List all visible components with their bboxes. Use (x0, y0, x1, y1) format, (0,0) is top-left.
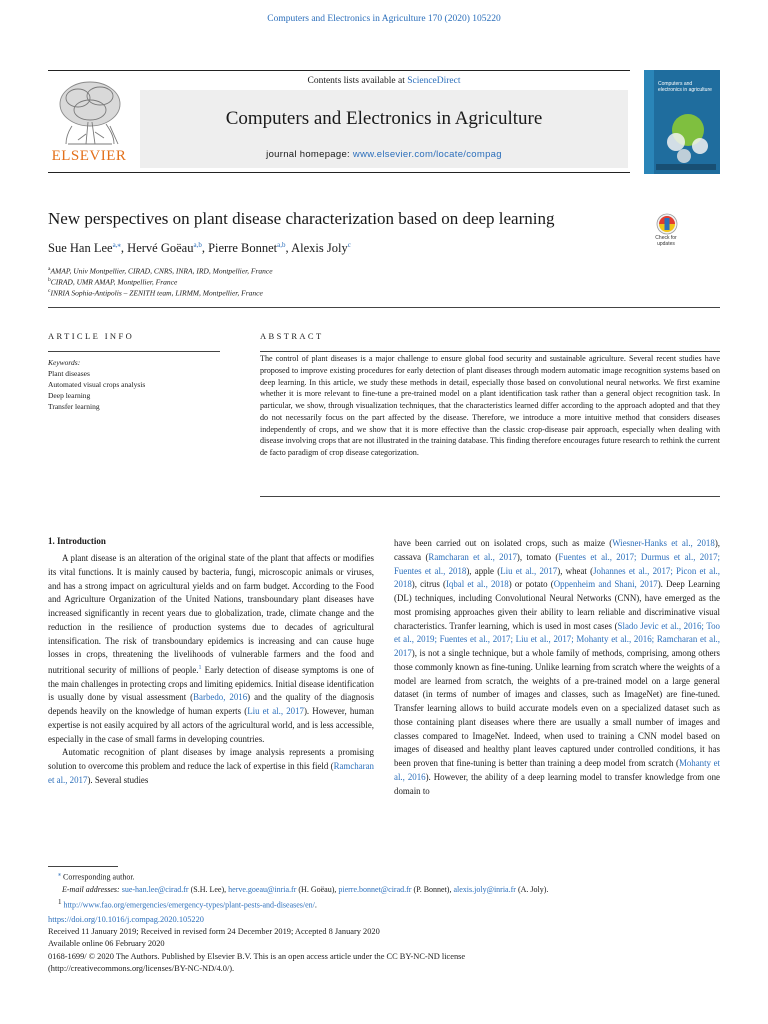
author-affiliation-mark[interactable]: c (347, 241, 351, 249)
journal-cover-image[interactable] (644, 70, 720, 174)
elsevier-wordmark: ELSEVIER (51, 148, 127, 164)
homepage-prefix: journal homepage: (266, 149, 353, 160)
author-separator: , (285, 241, 292, 256)
author-affiliation-mark[interactable]: a,b (277, 241, 286, 249)
cover-title: Computers and electronics in agriculture (658, 81, 712, 93)
publication-info (48, 914, 728, 975)
email-link[interactable]: alexis.joly@inria.fr (453, 884, 516, 894)
text-run: ), wheat ( (557, 565, 594, 576)
citation-link[interactable]: Liu et al., 2017 (247, 706, 304, 717)
affiliation-b (48, 277, 177, 287)
received-dates: Received 11 January 2019; Received in revised form 24 December 2019; Accepted 8 January 2020 (48, 927, 380, 937)
affiliation-text: AMAP, Univ Montpellier, CIRAD, CNRS, INRA, IRD, Montpellier, France (50, 266, 273, 276)
text-run: ), tomato ( (516, 551, 559, 562)
text-run: ). Deep Learning (DL) techniques, including Convolutional Neural Networks (CNN), have emerged as the most promising approaches given their ability to learn reliable and discriminative visual characteristics. Tranfer learning, which is used in most cases ( (394, 579, 721, 631)
citation-link[interactable]: Fuentes et al., 2017; Durmus et al., 2017; Fuentes et al., 2018 (394, 551, 720, 576)
article-info-rule (48, 351, 220, 352)
footnote-mark: 1 (58, 897, 62, 906)
text-run: ). However, the ability of a deep learning model to transfer knowledge from one domain to (394, 771, 720, 796)
footnote-rule (48, 866, 118, 867)
email-owner: (H. Goëau), (296, 884, 339, 894)
email-owner: (S.H. Lee), (188, 884, 229, 894)
affiliation-text: CIRAD, UMR AMAP, Montpellier, France (50, 277, 178, 287)
corresponding-author-note (48, 869, 728, 884)
email-link[interactable]: sue-han.lee@cirad.fr (121, 884, 189, 894)
journal-homepage-link[interactable]: www.elsevier.com/locate/compag (352, 149, 502, 160)
check-for-updates-label: Check for updates (655, 235, 677, 247)
journal-reference-link[interactable]: Computers and Electronics in Agriculture 170 (2020) 105220 (267, 14, 501, 24)
license-url: (http://creativecommons.org/licenses/BY-NC-ND/4.0/). (48, 963, 235, 973)
citation-link[interactable]: Ramcharan et al., 2017 (428, 551, 517, 562)
masthead-bottom-rule (48, 172, 630, 173)
journal-title: Computers and Electronics in Agriculture (225, 108, 543, 129)
author-affiliation-mark[interactable]: a,b (193, 241, 202, 249)
introduction-heading: 1. Introduction (48, 536, 106, 546)
email-owner: (P. Bonnet), (411, 884, 454, 894)
available-online-date: Available online 06 February 2020 (48, 939, 165, 949)
citation-link[interactable]: Iqbal et al., 2018 (445, 579, 509, 590)
citation-link[interactable]: Liu et al., 2017 (500, 565, 558, 576)
sciencedirect-link[interactable]: ScienceDirect (407, 76, 461, 86)
keywords-block (48, 357, 218, 412)
check-for-updates-icon[interactable] (648, 212, 686, 256)
text-run: ). However, human expertise is not easily acquired by all actors of the agricultural world, and is less accessible, especially in the case of small farms in developing countries. (48, 706, 374, 744)
author-name[interactable]: Sue Han Lee (48, 241, 113, 256)
affiliation-text: INRIA Sophia-Antipolis – ZENITH team, LIRMM, Montpellier, France (50, 288, 263, 298)
text-run: ) or potato ( (508, 579, 554, 590)
email-link[interactable]: pierre.bonnet@cirad.fr (338, 884, 412, 894)
citation-link[interactable]: Oppenheim and Shani, 2017 (553, 579, 658, 590)
footnote-1 (48, 896, 728, 912)
affiliation-mark: a (48, 266, 51, 272)
author-separator: , (120, 241, 128, 256)
author-name[interactable]: Hervé Goëau (127, 241, 194, 256)
keywords-label: Keywords: (48, 358, 81, 367)
body-column-left (48, 552, 374, 788)
fao-link[interactable]: http://www.fao.org/emergencies/emergency-types/plant-pests-and-diseases/en/ (63, 900, 315, 910)
keyword-item: Plant diseases (48, 369, 90, 378)
intro-paragraph-2 (48, 746, 374, 787)
citation-link[interactable]: Johannes et al., 2017; Picon et al., 2018 (394, 565, 720, 590)
keyword-item: Transfer learning (48, 402, 100, 411)
doi-link[interactable]: https://doi.org/10.1016/j.compag.2020.105220 (48, 915, 204, 924)
article-info-heading: ARTICLE INFO (48, 331, 135, 341)
text-run: Automatic recognition of plant diseases by image analysis represents a promising solution to overcome this problem and reduce the lack of expertise in this field ( (48, 747, 374, 772)
text-run: Early detection of disease symptoms is one of the main challenges in protecting crops and limiting epidemics. Initial disease identification is usually done by visual assessment ( (48, 664, 374, 703)
citation-link[interactable]: Mohanty et al., 2016 (394, 758, 720, 782)
masthead-top-rule (48, 70, 630, 71)
abstract-bottom-rule (260, 496, 720, 497)
text-run: A plant disease is an alteration of the original state of the plant that affects or modifies its vital functions. It is mainly caused by bacteria, fungi, microscopic animals or viruses, and has a strong impact on agricultural yields and on farm budget. According to the Food and Agriculture Organization of the United Nations, transboundary plant diseases have increased significantly in recent years due to globalization, trade, climate change and the reduction in the resilience of production systems due to decades of agricultural intensification. The risk of transboundary epidemics is increasing and can cause huge losses in crops, threatening the livelihoods of vulnerable farmers and the food and nutritional security of millions of people. (48, 553, 374, 675)
paper-title: New perspectives on plant disease characterization based on deep learning (48, 209, 555, 228)
text-run: ). Several studies (87, 774, 149, 785)
citation-link[interactable]: Slado Jevic et al., 2016; Too et al., 2019; Fuentes et al., 2017; Liu et al., 2017; Mohanty et al., 2016; Ramcharan et al., 2017 (394, 620, 720, 658)
text-run: ), apple ( (466, 565, 501, 576)
contents-available-line (140, 76, 628, 86)
intro-paragraph-1 (48, 552, 374, 746)
text-run: ) and the quality of the diagnosis depends heavily on the knowledge of human experts ( (48, 692, 374, 717)
author-name[interactable]: Alexis Joly (291, 241, 348, 256)
citation-link[interactable]: Wiesner-Hanks et al., 2018 (612, 538, 715, 548)
abstract-heading: ABSTRACT (260, 331, 324, 341)
author-separator: , (201, 241, 209, 256)
affiliation-c (48, 288, 263, 298)
keyword-item: Deep learning (48, 391, 91, 400)
journal-homepage-line (140, 149, 628, 160)
email-link[interactable]: herve.goeau@inria.fr (228, 884, 297, 894)
keyword-item: Automated visual crops analysis (48, 380, 146, 389)
corresponding-text: Corresponding author. (63, 872, 135, 882)
affiliation-mark: c (48, 288, 51, 294)
text-run: ), citrus ( (411, 579, 446, 590)
intro-paragraph-continued (394, 537, 720, 798)
footnote-ref-1[interactable]: 1 (198, 665, 202, 671)
text-run: have been carried out on isolated crops, such as maize ( (394, 538, 613, 548)
abstract-text: The control of plant diseases is a major challenge to ensure global food security and sustainable agriculture. Several recent studies have proposed to improve existing procedures for early detection of plant diseases through modern automatic image recognition systems based on deep learning. In this article, we study these methods in detail, especially those based on convolutional neural networks. We first examine whether it is more relevant to fine-tune a pre-trained model on a plant identification task rather than a general object recognition task. In particular, we show, through visualization techniques, that the characteristics learned differ according to the approach adopted and that they do not necessarily focus on the part affected by the disease. Therefore, we introduce a more intuitive method that considers diseases independently of crops, and we show that it is more effective than the classic crop-disease pair approach, especially when dealing with disease involving crops that are not illustrated in the training database. This finding therefore encourages future research to rethink the current de facto paradigm of crop disease categorization. (260, 354, 720, 457)
contents-prefix: Contents lists available at (307, 76, 408, 86)
text-run: ), is not a single technique, but a whole family of methods, comprising, among others those commonly known as fine-tuning. Unlike learning from scratch where the weights of a model are learned from scratch, the weights of a pre-trained model on a large general dataset (in terms of number of images and classes, such as ImageNet) are fine-tuned. Transfer learning allows to build accurate models even on a specialized dataset such as those containing plant diseases where there are usually a small number of images and classes compared to ImageNet. Indeed, when used to training a CNN model based on images of diseased and healthy plant leaves captured under controlled conditions, it has been proven that fine-tuning is better than training a deep model from scratch ( (394, 648, 720, 768)
citation-link[interactable]: Ramcharan et al., 2017 (48, 761, 374, 785)
author-name[interactable]: Pierre Bonnet (208, 241, 278, 256)
body-column-right (394, 537, 720, 798)
email-owner: (A. Joly). (515, 884, 549, 894)
email-addresses (48, 884, 728, 896)
text-run: ), cassava ( (394, 538, 720, 562)
citation-link[interactable]: Barbedo, 2016 (193, 692, 248, 703)
text-run: . (314, 900, 317, 910)
footnotes (48, 869, 728, 911)
license-line: 0168-1699/ © 2020 The Authors. Published by Elsevier B.V. This is an open access article under the CC BY-NC-ND license (48, 951, 466, 961)
corresponding-mark: ⁎ (58, 872, 61, 878)
affiliation-mark: b (48, 277, 51, 283)
author-list (48, 241, 351, 256)
abstract-top-rule (260, 351, 720, 352)
affiliation-a (48, 266, 273, 276)
affiliation-rule (48, 307, 720, 308)
email-label: E-mail addresses: (62, 884, 122, 894)
author-affiliation-mark[interactable]: a,⁎ (112, 241, 121, 249)
